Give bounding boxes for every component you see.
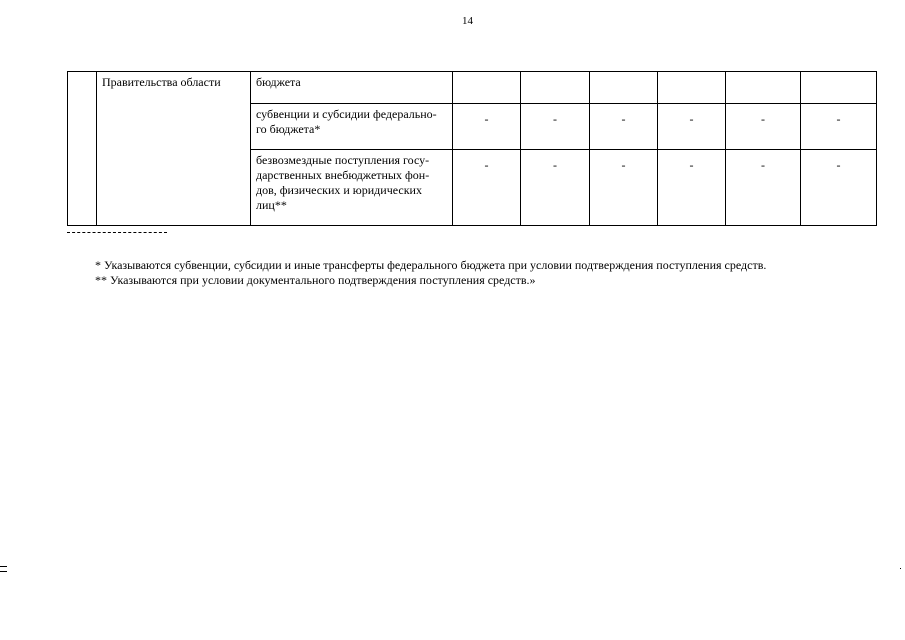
footnotes bbox=[95, 258, 766, 288]
value-cell bbox=[726, 72, 801, 104]
value-cell bbox=[453, 72, 521, 104]
value-cell: - bbox=[521, 150, 590, 226]
source-cell: бюджета bbox=[251, 72, 453, 104]
value-cell: - bbox=[658, 150, 726, 226]
table-row bbox=[68, 72, 877, 104]
value-cell bbox=[521, 72, 590, 104]
value-cell bbox=[801, 72, 877, 104]
source-cell: безвозмездные поступления госу-дарственных внебюджетных фон-дов, физических и юридических лиц** bbox=[251, 150, 453, 226]
budget-table bbox=[67, 71, 877, 226]
value-cell: - bbox=[453, 150, 521, 226]
index-cell bbox=[68, 72, 97, 226]
value-cell: - bbox=[726, 150, 801, 226]
footnote-separator bbox=[67, 232, 167, 233]
responsible-cell: Правительства области bbox=[97, 72, 251, 226]
value-cell: - bbox=[658, 104, 726, 150]
footnote-subsidies: * Указываются субвенции, субсидии и иные трансферты федерального бюджета при условии подтверждения поступления средств. bbox=[95, 258, 767, 272]
value-cell: - bbox=[801, 104, 877, 150]
value-cell: - bbox=[590, 104, 658, 150]
value-cell bbox=[658, 72, 726, 104]
value-cell: - bbox=[521, 104, 590, 150]
page-number: 14 bbox=[462, 15, 473, 27]
value-cell: - bbox=[590, 150, 658, 226]
value-cell: - bbox=[801, 150, 877, 226]
value-cell: - bbox=[453, 104, 521, 150]
value-cell bbox=[590, 72, 658, 104]
value-cell: - bbox=[726, 104, 801, 150]
footnote-extrabudgetary: ** Указываются при условии документального подтверждения поступления средств.» bbox=[95, 273, 536, 287]
scan-edge-mark bbox=[0, 566, 7, 572]
scan-edge-dot bbox=[900, 568, 901, 569]
source-cell: субвенции и субсидии федерально-го бюджета* bbox=[251, 104, 453, 150]
